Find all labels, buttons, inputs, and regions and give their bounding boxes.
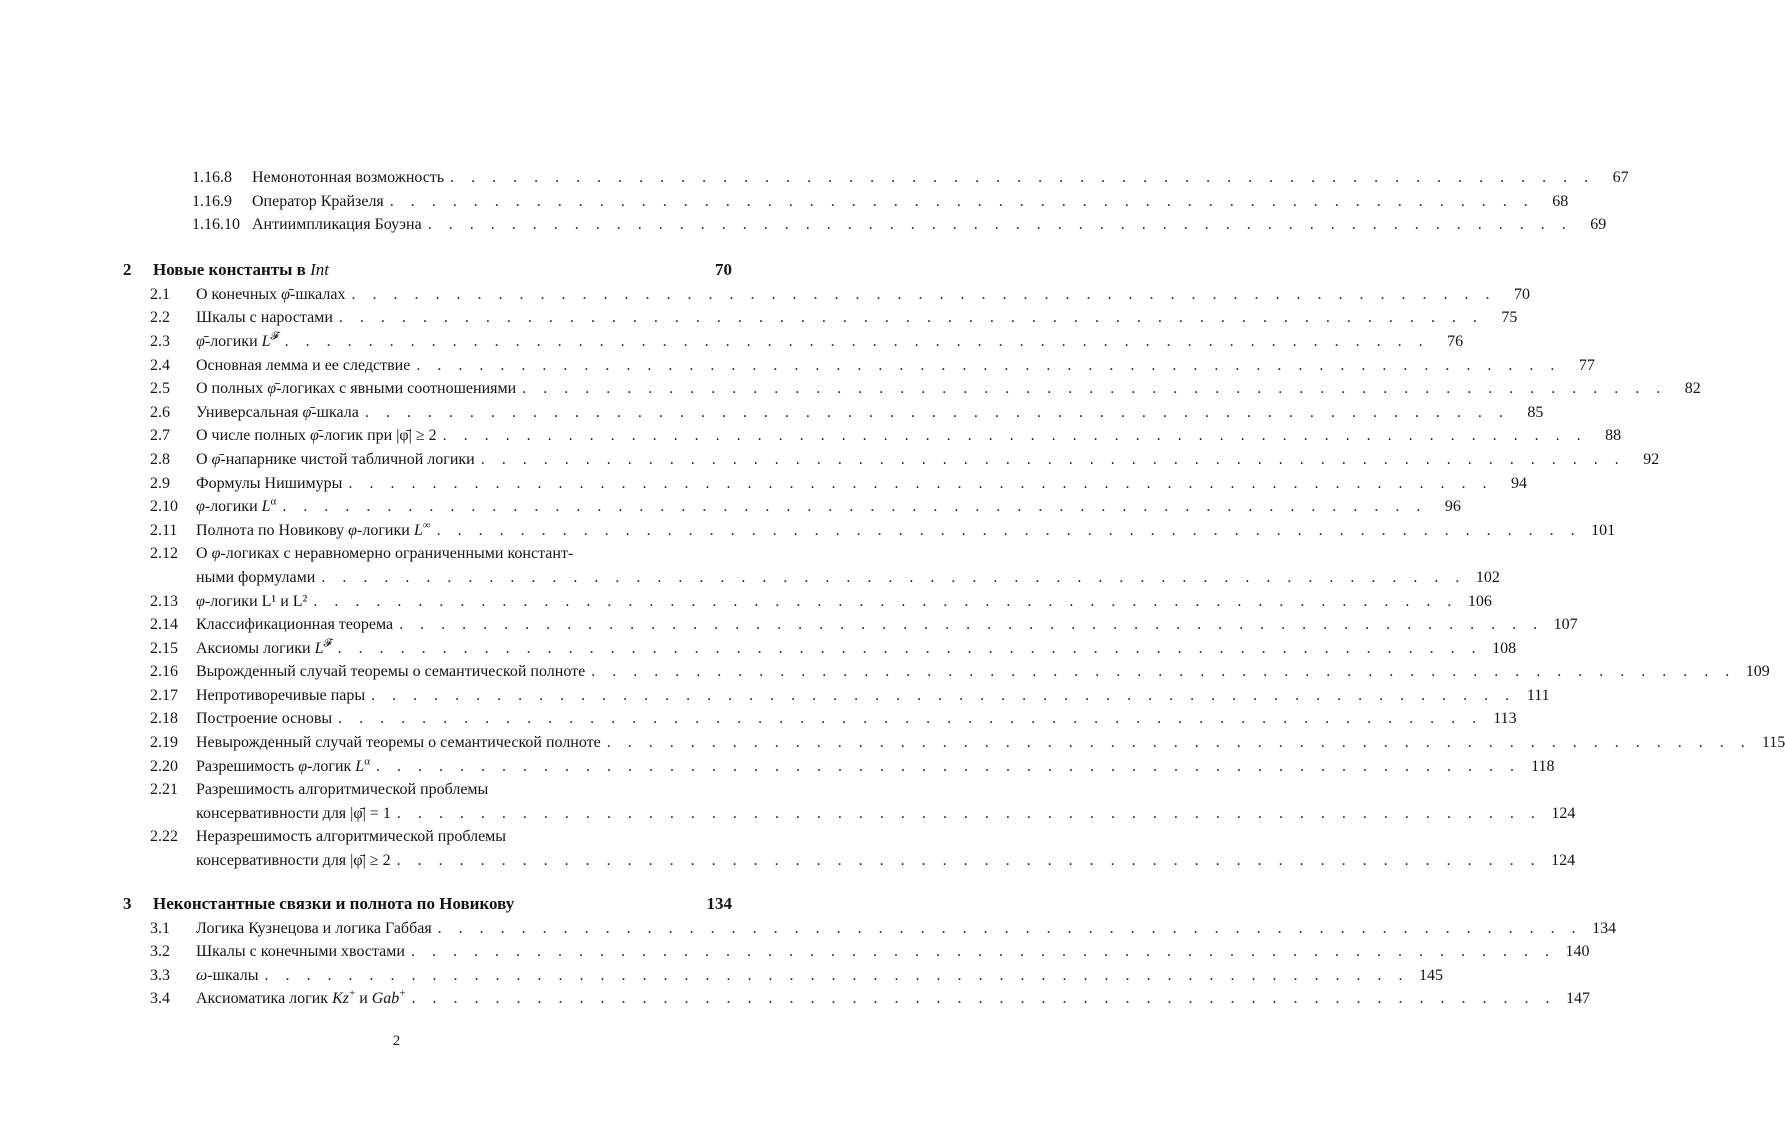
dot-leader: . . . . . . . . . . . . . . . . . . . . . . . . . . . . . . . . . . . . . . . . . . . . . . . . . . . . . . . <box>411 990 1557 1008</box>
entry-number: 2.13 <box>150 592 178 610</box>
entry-page: 88 <box>1605 427 1622 445</box>
math-symbol: φ <box>298 757 308 775</box>
entry-page: 82 <box>1684 380 1701 398</box>
toc-entry[interactable] <box>120 707 1517 731</box>
entry-title: Аксиоматика логик Kz+ и Gab+ <box>196 988 406 1008</box>
superscript: 𝓕 <box>323 637 332 650</box>
toc-entry[interactable] <box>120 495 1461 519</box>
dot-leader: . . . . . . . . . . . . . . . . . . . . . . . . . . . . . . . . . . . . . . . . . . . . . . . . . . . . . . . <box>284 332 1430 350</box>
entry-number: 2.14 <box>150 616 178 634</box>
chapter-page: 134 <box>706 893 732 913</box>
entry-title: Формулы Нишимуры <box>196 474 343 492</box>
dot-leader: . . . . . . . . . . . . . . . . . . . . . . . . . . . . . . . . . . . . . . . . . . . . . . . . . . . . . . . <box>371 686 1516 704</box>
dot-leader: . . . . . . . . . . . . . . . . . . . . . . . . . . . . . . . . . . . . . . . . . . . . . . . . . . . . . . . <box>321 568 1466 586</box>
dot-leader: . . . . . . . . . . . . . . . . . . . . . . . . . . . . . . . . . . . . . . . . . . . . . . . . . . . . . . . <box>480 450 1626 468</box>
entry-number: 2.3 <box>150 332 170 350</box>
dot-leader: . . . . . . . . . . . . . . . . . . . . . . . . . . . . . . . . . . . . . . . . . . . . . . . . . . . . . . . <box>389 192 1535 210</box>
entry-page: 77 <box>1578 356 1595 374</box>
entry-number: 1.16.9 <box>192 192 232 210</box>
dot-leader: . . . . . . . . . . . . . . . . . . . . . . . . . . . . . . . . . . . . . . . . . . . . . . . . . . . . . . . <box>348 474 1493 492</box>
entry-title: О полных φ̄-логиках с явными соотношениями <box>196 380 517 398</box>
entry-number: 3.2 <box>150 943 170 961</box>
math-symbol: ω <box>196 966 208 984</box>
toc-entry[interactable] <box>120 401 1544 425</box>
dot-leader: . . . . . . . . . . . . . . . . . . . . . . . . . . . . . . . . . . . . . . . . . . . . . . . . . . . . . . . <box>313 592 1458 610</box>
entry-page: 109 <box>1745 663 1770 681</box>
dot-leader: . . . . . . . . . . . . . . . . . . . . . . . . . . . . . . . . . . . . . . . . . . . . . . . . . . . . . . . <box>522 380 1667 398</box>
toc-entry[interactable] <box>120 825 732 849</box>
entry-title: О конечных φ̄-шкалах <box>196 285 346 303</box>
math-symbol: φ̄ <box>196 332 205 350</box>
entry-number: 2.22 <box>150 828 178 846</box>
math-symbol: φ̄ <box>310 427 319 445</box>
superscript: ∞ <box>422 519 431 532</box>
entry-title: Универсальная φ̄-шкала <box>196 403 359 421</box>
entry-title: Разрешимость алгоритмической проблемы <box>196 781 489 799</box>
toc-entry[interactable] <box>120 778 732 802</box>
chapter-2-sections <box>120 283 1785 873</box>
entry-title: О φ̄-напарнике чистой табличной логики <box>196 450 475 468</box>
entry-title: Логика Кузнецова и логика Габбая <box>196 919 432 937</box>
toc-entry[interactable] <box>120 306 1518 330</box>
entry-page: 102 <box>1475 568 1500 586</box>
toc-entry[interactable] <box>120 377 1701 401</box>
math-symbol: φ̄ <box>281 285 290 303</box>
entry-number: 2.21 <box>150 781 178 799</box>
toc-entry[interactable] <box>120 424 1622 448</box>
toc-entry[interactable] <box>120 917 1617 941</box>
entry-title-continuation: ными формулами <box>196 568 316 586</box>
math-symbol: φ <box>196 498 205 516</box>
entry-page: 124 <box>1551 852 1576 870</box>
entry-page: 134 <box>1592 919 1617 937</box>
entry-number: 2.11 <box>150 521 178 539</box>
dot-leader: . . . . . . . . . . . . . . . . . . . . . . . . . . . . . . . . . . . . . . . . . . . . . . . . . . . . . . . <box>396 804 1542 822</box>
math-symbol: L <box>261 498 271 516</box>
entry-page: 92 <box>1643 450 1660 468</box>
entry-number: 2.6 <box>150 403 170 421</box>
chapter-heading[interactable] <box>120 257 732 283</box>
chapter-3-sections <box>120 917 1617 1011</box>
entry-number: 2.20 <box>150 757 178 775</box>
toc-entry[interactable] <box>120 731 1785 755</box>
math-symbol: φ <box>211 545 221 563</box>
entry-title: Классификационная теорема <box>196 616 394 634</box>
entry-number: 2.5 <box>150 380 170 398</box>
dot-leader: . . . . . . . . . . . . . . . . . . . . . . . . . . . . . . . . . . . . . . . . . . . . . . . . . . . . . . . <box>264 966 1409 984</box>
toc-entry-continuation[interactable] <box>120 566 1500 590</box>
entry-page: 76 <box>1447 332 1464 350</box>
entry-title: φ-логики $L^\alpha$ <box>196 495 277 516</box>
toc-entry[interactable] <box>120 213 1607 237</box>
entry-title: О числе полных φ̄-логик при |φ̄| ≥ 2 <box>196 427 437 445</box>
entry-title: Оператор Крайзеля <box>252 192 384 210</box>
entry-title-continuation: консервативности для |φ̄| ≥ 2 <box>196 852 391 870</box>
dot-leader: . . . . . . . . . . . . . . . . . . . . . . . . . . . . . . . . . . . . . . . . . . . . . . . . . . . . . . . <box>337 639 1483 657</box>
entry-number: 1.16.10 <box>192 216 240 234</box>
entry-title: φ̄-логики $L^𝓕$ <box>196 330 279 350</box>
entry-title: Шкалы с конечными хвостами <box>196 943 405 961</box>
math-symbol: L <box>314 639 324 657</box>
toc-entry[interactable] <box>120 519 1616 543</box>
toc-entry[interactable] <box>120 330 1464 354</box>
entry-title-continuation: консервативности для |φ̄| = 1 <box>196 804 391 822</box>
dot-leader: . . . . . . . . . . . . . . . . . . . . . . . . . . . . . . . . . . . . . . . . . . . . . . . . . . . . . . . <box>427 216 1573 234</box>
entry-number: 3.4 <box>150 990 170 1008</box>
math-symbol: φ̄ <box>267 380 277 398</box>
chapter-heading[interactable] <box>120 891 732 917</box>
entry-page: 108 <box>1492 639 1517 657</box>
dot-leader: . . . . . . . . . . . . . . . . . . . . . . . . . . . . . . . . . . . . . . . . . . . . . . . . . . . . . . . <box>338 710 1483 728</box>
dot-leader: . . . . . . . . . . . . . . . . . . . . . . . . . . . . . . . . . . . . . . . . . . . . . . . . . . . . . . . <box>442 427 1588 445</box>
toc-entry[interactable] <box>120 755 1555 779</box>
math-symbol: L <box>413 521 423 539</box>
toc-entry[interactable] <box>120 987 1591 1011</box>
entry-page: 67 <box>1612 169 1629 186</box>
entry-title: Антиимпликация Боуэна <box>252 216 422 234</box>
dot-leader: . . . . . . . . . . . . . . . . . . . . . . . . . . . . . . . . . . . . . . . . . . . . . . . . . . . . . . . <box>416 356 1561 374</box>
entry-number: 2.19 <box>150 734 178 752</box>
entry-page: 94 <box>1510 474 1527 492</box>
entry-title: Полнота по Новикову φ-логики L∞ <box>196 519 431 539</box>
entry-page: 106 <box>1467 592 1492 610</box>
entry-title: Разрешимость φ-логик $L^\alpha$ <box>196 755 370 775</box>
math-symbol: L <box>261 332 271 350</box>
dot-leader: . . . . . . . . . . . . . . . . . . . . . . . . . . . . . . . . . . . . . . . . . . . . . . . . . . . . . . . <box>399 616 1544 634</box>
entry-number: 2.17 <box>150 686 178 704</box>
math-symbol: φ̄ <box>211 450 221 468</box>
toc-entry[interactable] <box>120 684 1550 708</box>
dot-leader: . . . . . . . . . . . . . . . . . . . . . . . . . . . . . . . . . . . . . . . . . . . . . . . . . . . . . . . <box>410 943 1556 961</box>
math-symbol: φ̄ <box>302 403 312 421</box>
toc-entry-continuation[interactable] <box>120 802 1576 826</box>
toc-entry[interactable] <box>120 448 1660 472</box>
entry-page: 107 <box>1553 616 1578 634</box>
entry-number: 2.9 <box>150 474 170 492</box>
math-symbol: φ <box>348 521 358 539</box>
math-symbol: L <box>355 757 365 775</box>
chapter-number: 3 <box>123 893 132 913</box>
entry-page: 111 <box>1526 686 1550 704</box>
entry-page: 70 <box>1514 285 1531 303</box>
entry-page: 101 <box>1591 521 1616 539</box>
entry-title: Аксиомы логики $L^𝓕$ <box>196 637 332 657</box>
entry-title: Построение основы <box>196 710 333 728</box>
toc-entry[interactable] <box>120 940 1590 964</box>
dot-leader: . . . . . . . . . . . . . . . . . . . . . . . . . . . . . . . . . . . . . . . . . . . . . . . . . . . . . . . <box>450 169 1595 186</box>
entry-page: 75 <box>1501 309 1518 327</box>
entry-page: 147 <box>1566 990 1591 1008</box>
entry-title: Вырожденный случай теоремы о семантической полноте <box>196 663 586 681</box>
superscript: + <box>348 988 356 1001</box>
toc-entry-continuation[interactable] <box>120 849 1576 873</box>
dot-leader: . . . . . . . . . . . . . . . . . . . . . . . . . . . . . . . . . . . . . . . . . . . . . . . . . . . . . . . <box>396 852 1542 870</box>
toc-entry[interactable] <box>120 964 1443 988</box>
entry-page: 96 <box>1444 498 1461 516</box>
entry-number: 2.16 <box>150 663 178 681</box>
toc-entry[interactable] <box>120 354 1595 378</box>
entry-title: Невырожденный случай теоремы о семантической полноте <box>196 734 601 752</box>
dot-leader: . . . . . . . . . . . . . . . . . . . . . . . . . . . . . . . . . . . . . . . . . . . . . . . . . . . . . . . <box>436 521 1582 539</box>
entry-number: 2.15 <box>150 639 178 657</box>
superscript: 𝓕 <box>270 330 279 343</box>
chapter-number: 2 <box>123 259 132 279</box>
chapter-title: Неконстантные связки и полнота по Новикову <box>153 893 515 913</box>
entry-title: Немонотонная возможность <box>252 169 445 186</box>
entry-title: Непротиворечивые пары <box>196 686 366 704</box>
dot-leader: . . . . . . . . . . . . . . . . . . . . . . . . . . . . . . . . . . . . . . . . . . . . . . . . . . . . . . . <box>591 663 1736 681</box>
dot-leader: . . . . . . . . . . . . . . . . . . . . . . . . . . . . . . . . . . . . . . . . . . . . . . . . . . . . . . . <box>282 498 1427 516</box>
entry-number: 2.2 <box>150 309 170 327</box>
entry-number: 3.3 <box>150 966 170 984</box>
chapter-page: 70 <box>715 259 732 279</box>
table-of-contents <box>120 166 1785 1011</box>
entry-page: 145 <box>1418 966 1443 984</box>
dot-leader: . . . . . . . . . . . . . . . . . . . . . . . . . . . . . . . . . . . . . . . . . . . . . . . . . . . . . . . <box>351 285 1497 303</box>
superscript: α <box>364 755 370 768</box>
page-number: 2 <box>392 1033 401 1049</box>
dot-leader: . . . . . . . . . . . . . . . . . . . . . . . . . . . . . . . . . . . . . . . . . . . . . . . . . . . . . . . <box>375 757 1521 775</box>
entry-number: 2.10 <box>150 498 178 516</box>
dot-leader: . . . . . . . . . . . . . . . . . . . . . . . . . . . . . . . . . . . . . . . . . . . . . . . . . . . . . . . <box>606 734 1752 752</box>
entry-title: φ-логики L¹ и L² <box>196 592 308 610</box>
entry-number: 1.16.8 <box>192 169 232 186</box>
entry-page: 68 <box>1552 192 1569 210</box>
entry-title: ω-шкалы <box>196 966 259 984</box>
entry-number: 2.12 <box>150 545 178 563</box>
entry-page: 115 <box>1761 734 1785 752</box>
superscript: α <box>270 495 277 508</box>
superscript: + <box>399 988 406 1001</box>
entry-number: 2.18 <box>150 710 178 728</box>
entry-page: 118 <box>1531 757 1555 775</box>
toc-entry[interactable] <box>120 190 1569 214</box>
entry-number: 2.7 <box>150 427 170 445</box>
entry-page: 113 <box>1493 710 1517 728</box>
toc-entry[interactable] <box>120 660 1770 684</box>
toc-entry[interactable] <box>120 590 1492 614</box>
entry-number: 2.4 <box>150 356 170 374</box>
entry-number: 3.1 <box>150 919 170 937</box>
toc-entry[interactable] <box>120 613 1578 637</box>
entry-page: 85 <box>1527 403 1544 421</box>
entry-title: О φ-логиках с неравномерно ограниченными констант- <box>196 545 574 563</box>
entry-page: 140 <box>1565 943 1590 961</box>
entry-page: 124 <box>1551 804 1576 822</box>
toc-entry[interactable] <box>120 283 1531 307</box>
toc-entry[interactable] <box>120 472 1527 496</box>
dot-leader: . . . . . . . . . . . . . . . . . . . . . . . . . . . . . . . . . . . . . . . . . . . . . . . . . . . . . . . <box>364 403 1510 421</box>
math-symbol: Kz <box>332 990 349 1008</box>
entry-number: 2.8 <box>150 450 170 468</box>
dot-leader: . . . . . . . . . . . . . . . . . . . . . . . . . . . . . . . . . . . . . . . . . . . . . . . . . . . . . . . <box>338 309 1484 327</box>
entry-page: 69 <box>1590 216 1607 234</box>
math-symbol: Gab <box>371 990 400 1008</box>
toc-entry[interactable] <box>120 166 1629 190</box>
toc-entry[interactable] <box>120 542 732 566</box>
chapter-title: Новые константы в Int <box>153 259 330 279</box>
toc-entry[interactable] <box>120 637 1517 661</box>
entry-number: 2.1 <box>150 285 170 303</box>
entry-title: Шкалы с наростами <box>196 309 333 327</box>
entry-title: Неразрешимость алгоритмической проблемы <box>196 828 507 846</box>
dot-leader: . . . . . . . . . . . . . . . . . . . . . . . . . . . . . . . . . . . . . . . . . . . . . . . . . . . . . . . <box>437 919 1583 937</box>
entry-title: Основная лемма и ее следствие <box>196 356 411 374</box>
math-symbol: φ <box>196 592 205 610</box>
